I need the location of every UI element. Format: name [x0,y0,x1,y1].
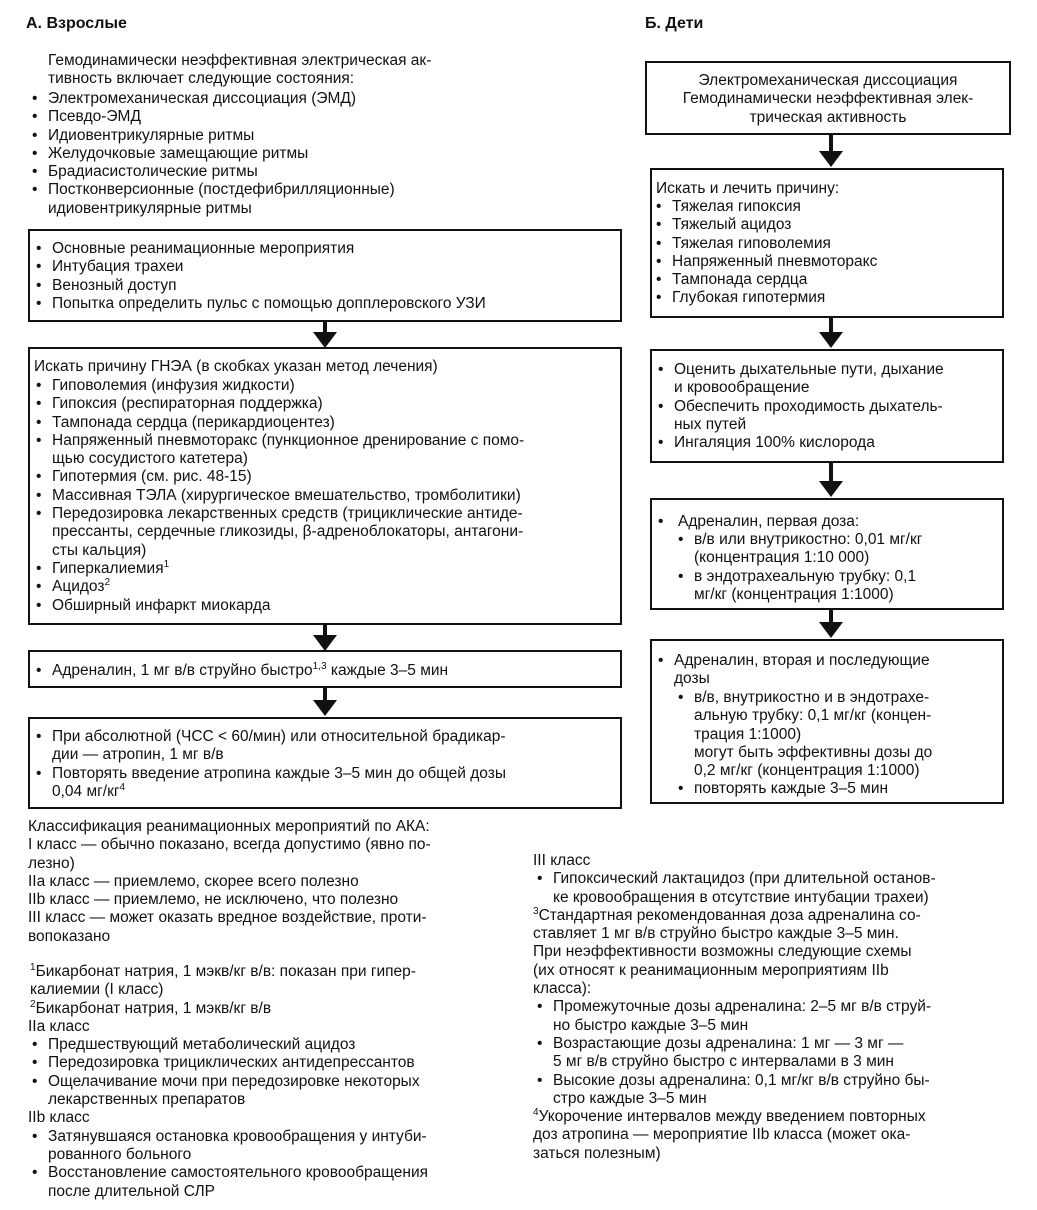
footnote-4-text: Укорочение интервалов между введением повторных доз атропина — мероприятие IIb класса (может ока- заться полезным) [533,1108,926,1162]
item-text: Адреналин, 1 мг в/в струйно быстро [52,662,313,679]
item-text: Повторять введение атропина каждые 3–5 мин до общей дозы 0,04 мг/кг [52,764,507,800]
list-item: • Тяжелая гиповолемия [652,235,1000,253]
list-item: • Напряженный пневмоторакс (пункционное дренирование с помо- щью сосудистого катетера) [32,432,617,469]
footnote-mark: 1 [30,961,36,973]
list-item: • Адреналин, вторая и последующие дозы [654,652,1000,689]
arrow-down-icon [313,322,337,348]
list-item: • Гипоксия (респираторная поддержка) [32,395,617,413]
list-item: • Обширный инфаркт миокарда [32,597,617,615]
list-item: • Возрастающие дозы адреналина: 1 мг — 3 мг — 5 мг в/в струйно быстро с интервалами в 3 мин [533,1035,1013,1072]
arrow-down-icon [819,463,843,499]
adults-box-causes [28,347,622,625]
adults-causes-title: Искать причину ГНЭА (в скобках указан метод лечения) [34,358,438,375]
arrow-down-icon [313,625,337,651]
footnote-3-text: Стандартная рекомендованная доза адреналина со- ставляет 1 мг в/в струйно быстро каждые 3–5 мин. При неэффективности возможны следующие схемы (их относят к реанимационным мероприятиям IIb класса): [533,906,921,998]
list-item: • Оценить дыхательные пути, дыхание и кровообращение [654,361,1000,398]
list-item: • При абсолютной (ЧСС < 60/мин) или относительной брадикар- дии — атропин, 1 мг в/в [32,728,617,765]
list-item: • Желудочковые замещающие ритмы [28,145,518,163]
list-item: • в/в, внутрикостно и в эндотрахе- альную трубку: 0,1 мг/кг (концен- трация 1:1000) могут быть эффективны дозы до 0,2 мг/кг (концентрация 1:1000) [674,689,994,780]
footnote-mark: 2 [104,577,111,589]
list-item: • Глубокая гипотермия [652,289,1000,307]
children-box-next-doses [650,639,1004,804]
list-item: • в/в или внутрикостно: 0,01 мг/кг (концентрация 1:10 000) [674,531,994,568]
adults-title: А. Взрослые [26,15,127,32]
list-item: • Псевдо-ЭМД [28,108,518,126]
list-item: • Тяжелый ацидоз [652,216,1000,234]
list-item: • Ощелачивание мочи при передозировке некоторых лекарственных препаратов [28,1073,528,1110]
footnote-mark: 1 [163,558,170,570]
list-item: • Постконверсионные (постдефибрилляционные) идиовентрикулярные ритмы [28,181,518,218]
footnote-mark: 2 [30,998,36,1010]
children-title: Б. Дети [645,15,704,32]
list-item: • Гипоксический лактацидоз (при длительной останов- ке кровообращения в отсутствие интубации трахеи) [533,870,1013,907]
item-text: каждые 3–5 мин [326,662,449,679]
list-item [654,513,1000,531]
arrow-down-icon [313,688,337,718]
list-item [32,578,617,596]
list-item: • Брадиасистолические ритмы [28,163,518,181]
item-text: Ацидоз [52,578,105,596]
list-item: • Попытка определить пульс с помощью допплеровского УЗИ [32,295,617,313]
item-text: Адреналин, первая доза: [678,513,860,530]
children-box-first-dose [650,498,1004,610]
item-text: Гиперкалиемия [52,559,164,577]
list-item: • Венозный доступ [32,277,617,295]
list-item: • Идиовентрикулярные ритмы [28,127,518,145]
list-item: • Гипотермия (см. рис. 48-15) [32,468,617,486]
list-item: • Тампонада сердца [652,271,1000,289]
list-item: • Тампонада сердца (перикардиоцентез) [32,414,617,432]
list-item: • Тяжелая гипоксия [652,198,1000,216]
list-item: • Массивная ТЭЛА (хирургическое вмешательство, тромболитики) [32,487,617,505]
children-emd-text: Электромеханическая диссоциация Гемодинамически неэффективная элек- трическая активность [682,72,974,126]
list-item: • Электромеханическая диссоциация (ЭМД) [28,90,518,108]
children-box-airway [650,349,1004,463]
list-item: • Восстановление самостоятельного кровообращения после длительной СЛР [28,1164,528,1201]
footnote-1 [28,963,528,1201]
list-item [32,765,617,802]
children-causes-title: Искать и лечить причину: [656,180,840,197]
list-item: • в эндотрахеальную трубку: 0,1 мг/кг (концентрация 1:1000) [674,568,994,605]
notes-right [533,852,1013,1163]
list-item [32,560,617,578]
list-item: • Затянувшаяся остановка кровообращения у интуби- рованного больного [28,1128,528,1165]
list-item: • Обеспечить проходимость дыхатель- ных путей [654,398,1000,435]
adults-intro: Гемодинамически неэффективная электрическая ак- тивность включает следующие состояния: [48,52,432,88]
list-item: • Передозировка лекарственных средств (трициклические антиде- прессанты, сердечные гликозиды, β-адреноблокаторы, антагони- сты кальция) [32,505,617,560]
list-item: • Передозировка трициклических антидепрессантов [28,1054,528,1072]
list-item: • Напряженный пневмоторакс [652,253,1000,271]
classification-note: Классификация реанимационных мероприятий по АКА: I класс — обычно показано, всегда допустимо (явно по- лезно) IIa класс — приемлемо, скорее всего полезно IIb класс — приемлемо, не исключено, что полезно III класс — может оказать вредное воздействие, проти- вопоказано [28,818,431,945]
arrow-down-icon [819,610,843,640]
class-label: IIa класс [28,1017,90,1035]
footnote-mark: 4 [119,781,126,793]
iib-list [28,1128,528,1201]
adults-intro-list [28,90,518,218]
list-item: • Ингаляция 100% кислорода [654,434,1000,452]
footnote-text: Бикарбонат натрия, 1 мэкв/кг в/в [35,999,272,1017]
adults-box-atropine [28,717,622,809]
list-item: • Интубация трахеи [32,258,617,276]
footnote-mark: 4 [533,1107,539,1118]
list-item: • Предшествующий метаболический ацидоз [28,1036,528,1054]
list-item: • Промежуточные дозы адреналина: 2–5 мг в/в струй- но быстро каждые 3–5 мин [533,998,1013,1035]
children-box-emd [645,61,1011,135]
arrow-down-icon [819,135,843,169]
footnote-mark: 3 [533,905,539,917]
fn3-list [533,998,1013,1108]
list-item [32,662,617,680]
class-label: IIb класс [28,1109,90,1127]
footnote-text: Бикарбонат натрия, 1 мэкв/кг в/в: показан при гипер- калиемии (I класс) [30,963,416,999]
list-item: • повторять каждые 3–5 мин [674,780,994,798]
class-label: III класс [533,852,591,869]
arrow-down-icon [819,318,843,350]
footnote-mark: 1,3 [312,660,327,672]
children-box-causes [650,168,1004,318]
iii-list [533,870,1013,907]
list-item: • Высокие дозы адреналина: 0,1 мг/кг в/в струйно бы- стро каждые 3–5 мин [533,1072,1013,1109]
list-item: • Основные реанимационные мероприятия [32,240,617,258]
adults-box-adrenaline [28,650,622,688]
adults-box-basic [28,229,622,322]
iia-list [28,1036,528,1109]
list-item: • Гиповолемия (инфузия жидкости) [32,377,617,395]
